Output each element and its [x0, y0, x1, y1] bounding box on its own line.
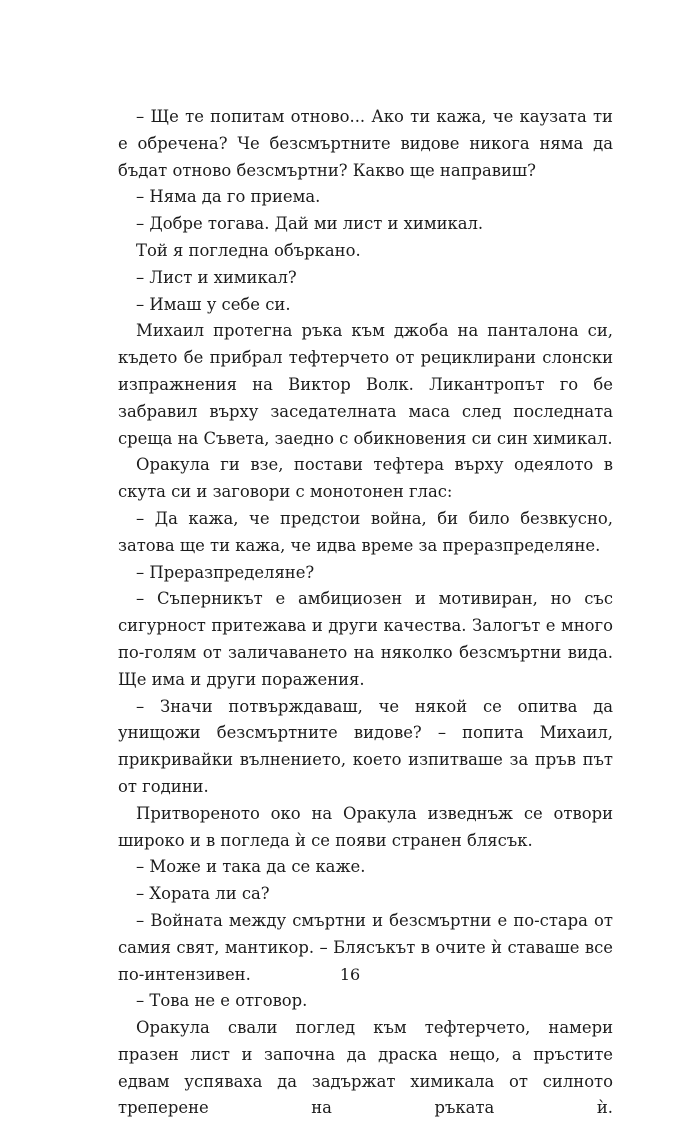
paragraph: – Хората ли са?: [136, 884, 270, 904]
paragraph: – Ще те попитам отново... Ако ти кажа, че каузата ти е обречена? Че безсмъртните видове никога няма да бъдат отново безсмъртни? Какво ще направиш?: [118, 107, 613, 180]
paragraph: – Може и така да се каже.: [136, 857, 366, 877]
paragraph: – Войната между смъртни и безсмъртни е по-стара от самия свят, мантикор. – Блясъкът в очите ѝ ставаше все по-интензивен.: [118, 910, 613, 984]
paragraph: – Няма да го приема.: [136, 187, 321, 207]
page-number: 16: [339, 965, 361, 984]
paragraph: – Добре тогава. Дай ми лист и химикал.: [136, 214, 484, 234]
paragraph: – Да кажа, че предстои война, би било безвкусно, затова ще ти кажа, че идва време за преразпределяне.: [118, 508, 613, 555]
paragraph: Той я погледна объркано.: [136, 240, 361, 260]
paragraph: – Имаш у себе си.: [136, 294, 291, 314]
paragraph: – Това не е отговор.: [136, 991, 308, 1011]
paragraph: Оракула свали поглед към тефтерчето, намери празен лист и започна да драска нещо, а пръстите едвам успяваха да задържат химикала от силното треперене на ръката ѝ.: [118, 1018, 613, 1118]
paragraph: – Лист и химикал?: [136, 267, 297, 287]
paragraph: Оракула ги взе, постави тефтера върху одеялото в скута си и заговори с монотонен глас:: [118, 455, 613, 502]
paragraph: – Значи потвърждаваш, че някой се опитва да унищожи безсмъртните видове? – попита Михаил, прикривайки вълнението, което изпитваше за пръв път от години.: [118, 696, 613, 796]
paragraph: Михаил протегна ръка към джоба на панталона си, където бе прибрал тефтерчето от рециклирани слонски изпражнения на Виктор Волк. Ликантропът го бе забравил върху заседателната маса след последната среща на Съвета, заедно с обикновения си син химикал.: [118, 321, 613, 448]
paragraph: – Преразпределяне?: [136, 562, 315, 582]
paragraph: – Съперникът е амбициозен и мотивиран, но със сигурност притежава и други качества. Залогът е много по-голям от заличаването на няколко безсмъртни вида. Ще има и други поражения.: [118, 589, 613, 689]
paragraph: Притвореното око на Оракула изведнъж се отвори широко и в погледа ѝ се появи странен блясък.: [118, 803, 613, 850]
